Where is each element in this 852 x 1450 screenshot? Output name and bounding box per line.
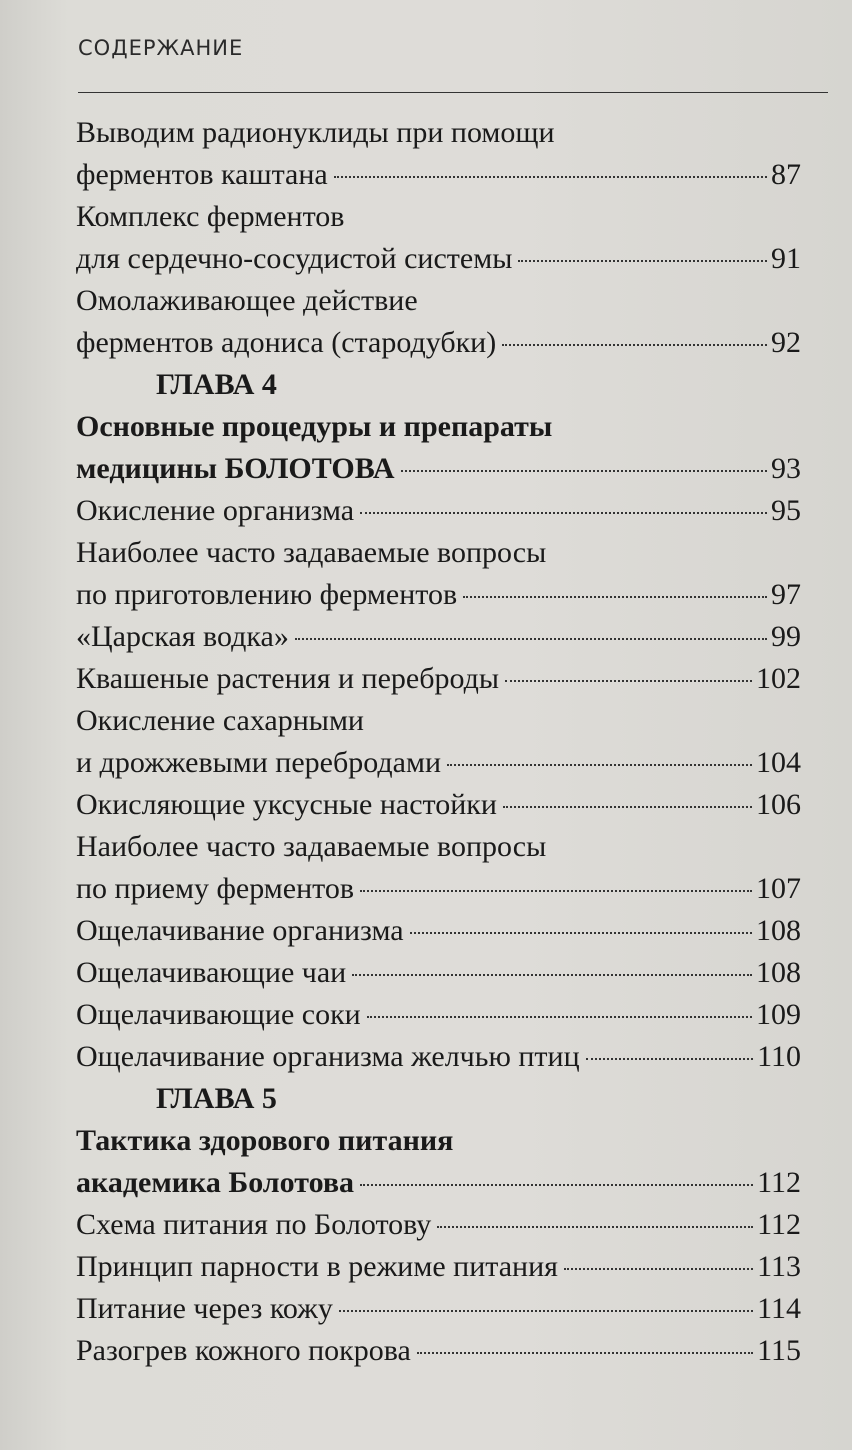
page-number: 108 <box>756 956 801 989</box>
page-number: 93 <box>771 452 801 485</box>
page-number: 110 <box>757 1040 801 1073</box>
page-number: 91 <box>771 242 801 275</box>
chapter-heading: ГЛАВА 5 <box>156 1082 277 1115</box>
page-number: 106 <box>756 788 801 821</box>
page-number: 114 <box>757 1292 801 1325</box>
toc-entry: ферментов адониса (стародубки) 92 <box>76 322 801 364</box>
table-of-contents <box>76 112 801 1372</box>
chapter-heading: ГЛАВА 4 <box>156 368 277 401</box>
dot-leader <box>564 1268 753 1270</box>
toc-entry: Окисление организма 95 <box>76 490 801 532</box>
toc-entry: ферментов каштана 87 <box>76 154 801 196</box>
dot-leader <box>295 638 767 640</box>
header-rule <box>78 92 828 93</box>
page-number: 112 <box>757 1208 801 1241</box>
page-number: 107 <box>756 872 801 905</box>
toc-entry: Ощелачивание организма желчью птиц 110 <box>76 1036 801 1078</box>
page-number: 95 <box>771 494 801 527</box>
toc-entry: Схема питания по Болотову 112 <box>76 1204 801 1246</box>
page-number: 104 <box>756 746 801 779</box>
page-number: 108 <box>756 914 801 947</box>
dot-leader <box>339 1310 753 1312</box>
toc-line: Наиболее часто задаваемые вопросы <box>76 536 547 569</box>
toc-entry: Ощелачивающие чаи 108 <box>76 952 801 994</box>
toc-line: Окисление сахарными <box>76 704 364 737</box>
toc-line: Наиболее часто задаваемые вопросы <box>76 830 547 863</box>
toc-entry: по приему ферментов 107 <box>76 868 801 910</box>
dot-leader <box>360 512 767 514</box>
dot-leader <box>437 1226 753 1228</box>
dot-leader <box>447 764 752 766</box>
dot-leader <box>463 596 767 598</box>
toc-entry: Разогрев кожного покрова 115 <box>76 1330 801 1372</box>
dot-leader <box>360 890 752 892</box>
dot-leader <box>502 344 767 346</box>
page-number: 115 <box>757 1334 801 1367</box>
dot-leader <box>518 260 767 262</box>
dot-leader <box>410 932 752 934</box>
toc-entry: «Царская водка» 99 <box>76 616 801 658</box>
page-number: 102 <box>756 662 801 695</box>
page-number: 109 <box>756 998 801 1031</box>
toc-entry: Квашеные растения и переброды 102 <box>76 658 801 700</box>
page-number: 112 <box>757 1166 801 1199</box>
toc-entry: медицины БОЛОТОВА 93 <box>76 448 801 490</box>
toc-entry: по приготовлению ферментов 97 <box>76 574 801 616</box>
page-number: 87 <box>771 158 801 191</box>
dot-leader <box>586 1058 753 1060</box>
toc-line: Тактика здорового питания <box>76 1124 454 1157</box>
page-number: 97 <box>771 578 801 611</box>
dot-leader <box>401 470 768 472</box>
dot-leader <box>360 1184 753 1186</box>
dot-leader <box>352 974 752 976</box>
dot-leader <box>367 1016 752 1018</box>
dot-leader <box>417 1352 753 1354</box>
dot-leader <box>334 176 767 178</box>
toc-line: Основные процедуры и препараты <box>76 410 553 443</box>
toc-entry: Принцип парности в режиме питания 113 <box>76 1246 801 1288</box>
toc-entry: для сердечно-сосудистой системы 91 <box>76 238 801 280</box>
page-number: 99 <box>771 620 801 653</box>
toc-entry: Ощелачивание организма 108 <box>76 910 801 952</box>
toc-line: Омолаживающее действие <box>76 284 418 317</box>
page-number: 92 <box>771 326 801 359</box>
toc-entry: Ощелачивающие соки 109 <box>76 994 801 1036</box>
toc-line: Выводим радионуклиды при помощи <box>76 116 555 149</box>
toc-entry: и дрожжевыми перебродами 104 <box>76 742 801 784</box>
page-number: 113 <box>757 1250 801 1283</box>
toc-entry: Окисляющие уксусные настойки 106 <box>76 784 801 826</box>
dot-leader <box>503 806 752 808</box>
toc-line: Комплекс ферментов <box>76 200 345 233</box>
running-head: СОДЕРЖАНИЕ <box>78 36 244 60</box>
toc-entry: Питание через кожу 114 <box>76 1288 801 1330</box>
toc-entry: академика Болотова 112 <box>76 1162 801 1204</box>
dot-leader <box>505 680 752 682</box>
